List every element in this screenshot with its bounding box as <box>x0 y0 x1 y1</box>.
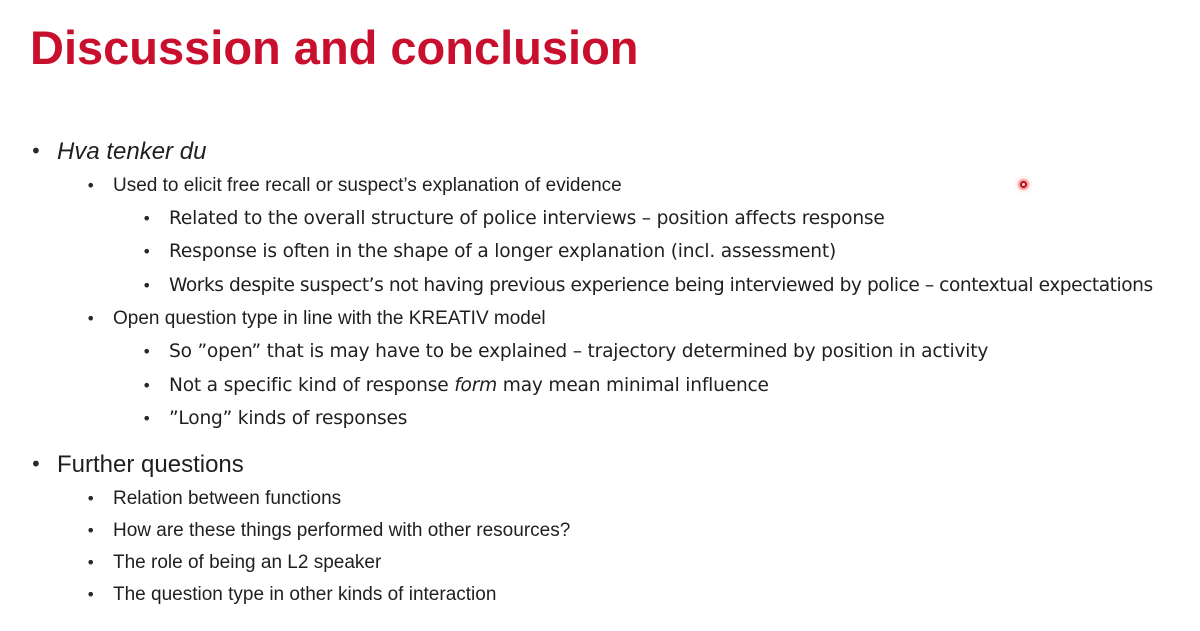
bullet-text: The role of being an L2 speaker <box>113 552 382 573</box>
bullet-icon: • <box>86 553 96 572</box>
bullet-text: Related to the overall structure of police interviews – position affects response <box>169 208 885 229</box>
bullet-icon: • <box>86 521 96 540</box>
bullet-icon: • <box>86 176 96 195</box>
bullet-icon: • <box>86 309 96 328</box>
slide-title: Discussion and conclusion <box>30 21 639 74</box>
bullet-icon: • <box>142 242 152 261</box>
bullet-icon: • <box>142 409 152 428</box>
bullet-icon: • <box>142 209 152 228</box>
laser-pointer-icon <box>1020 181 1027 188</box>
bullet-text: Used to elicit free recall or suspect’s explanation of evidence <box>113 175 622 196</box>
text-segment: Not a specific kind of response <box>169 375 455 396</box>
sub-sub-bullet-longer-explanation <box>142 240 836 264</box>
bullet-text: ”Long” kinds of responses <box>169 408 408 429</box>
bullet-icon: • <box>142 276 152 295</box>
bullet-icon: • <box>30 139 42 163</box>
bullet-text: Relation between functions <box>113 488 342 509</box>
bullet-text <box>169 375 769 396</box>
bullet-text: Response is often in the shape of a longer explanation (incl. assessment) <box>169 241 837 262</box>
sub-bullet-other-interaction <box>86 583 496 607</box>
sub-sub-bullet-so-open <box>142 340 988 364</box>
bullet-icon: • <box>86 585 96 604</box>
sub-bullet-open-question <box>86 307 546 331</box>
section-heading: Further questions <box>57 451 244 478</box>
bullet-text: So ”open” that is may have to be explained – trajectory determined by position in activity <box>169 341 989 362</box>
bullet-hva-tenker-du <box>30 137 206 167</box>
italic-form-word: form <box>454 375 498 396</box>
bullet-icon: • <box>142 376 152 395</box>
bullet-icon: • <box>86 489 96 508</box>
bullet-icon: • <box>30 452 42 476</box>
sub-bullet-other-resources <box>86 519 570 543</box>
sub-bullet-free-recall <box>86 174 622 198</box>
text-segment: may mean minimal influence <box>497 375 769 396</box>
bullet-text: Works despite suspect’s not having previous experience being interviewed by police – contextual expectations <box>169 275 1153 296</box>
bullet-text: The question type in other kinds of interaction <box>113 584 497 605</box>
sub-sub-bullet-structure <box>142 207 885 231</box>
bullet-further-questions <box>30 450 244 480</box>
sub-sub-bullet-works-despite <box>142 274 1153 298</box>
section-heading: Hva tenker du <box>57 138 207 165</box>
sub-bullet-relation <box>86 487 341 511</box>
sub-sub-bullet-response-form <box>142 374 769 398</box>
bullet-icon: • <box>142 342 152 361</box>
bullet-text: How are these things performed with other resources? <box>113 520 571 541</box>
sub-sub-bullet-long-responses <box>142 407 407 431</box>
bullet-text: Open question type in line with the KREATIV model <box>113 308 546 329</box>
sub-bullet-l2-speaker <box>86 551 381 575</box>
